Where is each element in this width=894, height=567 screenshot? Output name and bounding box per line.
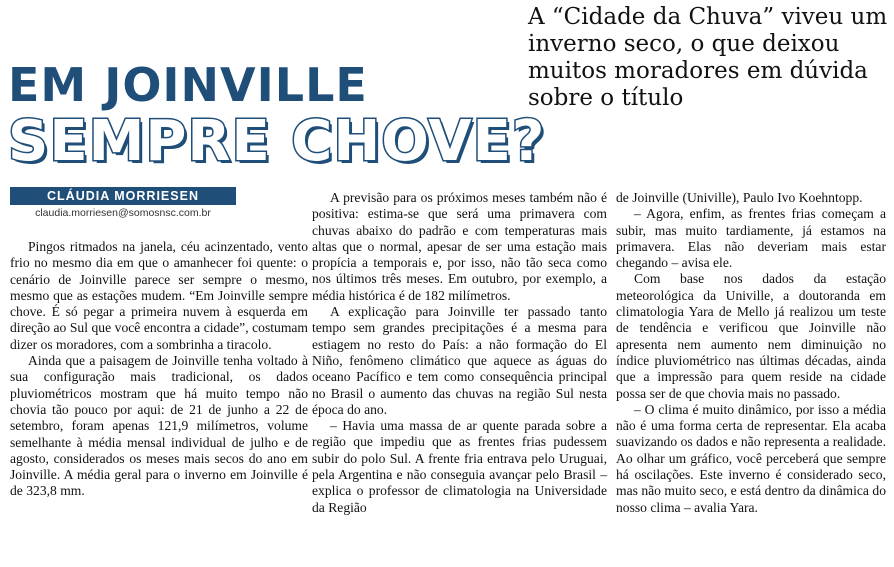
paragraph: Pingos ritmados na janela, céu acinzentado, vento frio no mesmo dia em que o amanhecer foi quente: o cenário de Joinville parece ser sempre o mesmo, mesmo que as estações mudem. “Em Joinville sempre chove. É só pegar a primeira nuvem à esquerda em direção ao Sul que você encontra a cidade”, costumam dizer os moradores, com a sombrinha a tiracolo.	[10, 239, 308, 352]
article-column-2	[312, 190, 607, 516]
paragraph: A explicação para Joinville ter passado tanto tempo sem grandes precipitações é a mesma para estiagem no resto do País: a não formação do El Niño, fenômeno climático que aquece as águas do oceano Pacífico e tem como consequência principal no Brasil o aumento das chuvas na região Sul nesta época do ano.	[312, 304, 607, 417]
author-byline: CLÁUDIA MORRIESEN	[10, 187, 236, 205]
article-column-1	[10, 239, 308, 500]
paragraph: A previsão para os próximos meses também não é positiva: estima-se que será uma primavera com chuvas abaixo do padrão e com temperaturas mais altas que o normal, apesar de ser uma estação mais propícia a temporais e, por isso, não tão seca como nos últimos três meses. Em outubro, por exemplo, a média histórica é de 182 milímetros.	[312, 190, 607, 303]
author-email: claudia.morriesen@somosnsc.com.br	[35, 207, 211, 219]
paragraph: Com base nos dados da estação meteorológica da Univille, a doutoranda em climatologia Yara de Mello já realizou um teste de tendência e verificou que Joinville não apresenta nem aumento nem diminuição no índice pluviométrico nas últimas décadas, ainda que a impressão para quem reside na cidade possa ser de que chovia mais no passado.	[616, 271, 886, 401]
headline-line-2: SEMPRE CHOVE?	[8, 109, 546, 174]
paragraph: – Agora, enfim, as frentes frias começam a subir, mas muito tardiamente, já estamos na primavera. Elas não deveriam mais estar chegando – avisa ele.	[616, 206, 886, 271]
article-column-3	[616, 190, 886, 516]
paragraph: Ainda que a paisagem de Joinville tenha voltado à sua configuração mais tradicional, os dados pluviométricos mostram que há muito tempo não chovia tão pouco por aqui: de 21 de junho a 22 de setembro, foram apenas 121,9 milímetros, volume semelhante à média mensal individual de julho e de agosto, considerados os meses mais secos do ano em Joinville. A média geral para o inverno em Joinville é de 323,8 mm.	[10, 353, 308, 499]
paragraph: – O clima é muito dinâmico, por isso a média não é uma forma certa de representar. Ela acaba suavizando os dados e não representa a realidade. Ao olhar um gráfico, você perceberá que sempre há oscilações. Este inverno é considerado seco, mas não muito seco, e está dentro da dinâmica do nosso clima – avalia Yara.	[616, 401, 886, 515]
paragraph: de Joinville (Univille), Paulo Ivo Koehntopp.	[616, 190, 863, 205]
article-subtitle: A “Cidade da Chuva” viveu um inverno seco, o que deixou muitos moradores em dúvida sobre o título	[528, 4, 888, 111]
headline-line-1: EM JOINVILLE	[8, 58, 368, 112]
paragraph: – Havia uma massa de ar quente parada sobre a região que impediu que as frentes frias pudessem subir do polo Sul. A frente fria entrava pelo Uruguai, pela Argentina e não conseguia avançar pelo Brasil – explica o professor de climatologia na Universidade da Região	[312, 418, 607, 515]
